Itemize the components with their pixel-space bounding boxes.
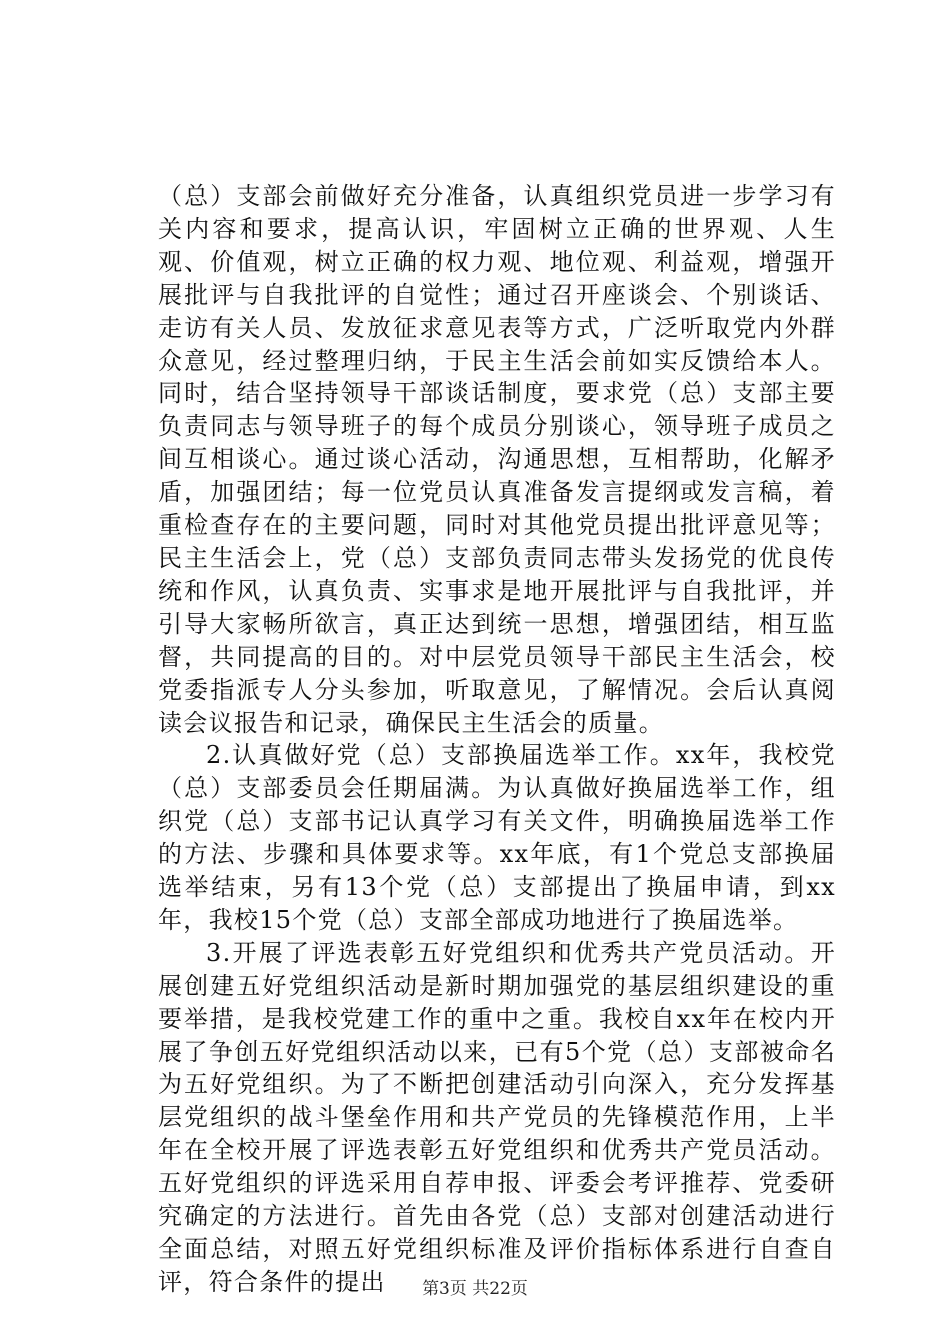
page-number-label: 第3页 共22页 <box>422 1279 528 1299</box>
paragraph-item-2: 2.认真做好党（总）支部换届选举工作。xx年，我校党（总）支部委员会任期届满。为认真做好换届选举工作，组织党（总）支部书记认真学习有关文件，明确换届选举工作的方法、步骤和具体要求等。xx年底，有1个党总支部换届选举结束，另有13个党（总）支部提出了换届申请，到xx年，我校15个党（总）支部全部成功地进行了换届选举。 <box>158 741 836 934</box>
paragraph-item-3: 3.开展了评选表彰五好党组织和优秀共产党员活动。开展创建五好党组织活动是新时期加强党的基层组织建设的重要举措，是我校党建工作的重中之重。我校自xx年在校内开展了争创五好党组织活动以来，已有5个党（总）支部被命名为五好党组织。为了不断把创建活动引向深入，充分发挥基层党组织的战斗堡垒作用和共产党员的先锋模范作用，上半年在全校开展了评选表彰五好党组织和优秀共产党员活动。五好党组织的评选采用自荐申报、评委会考评推荐、党委研究确定的方法进行。首先由各党（总）支部对创建活动进行全面总结，对照五好党组织标准及评价指标体系进行自查自评，符合条件的提出 <box>158 938 836 1296</box>
page-footer <box>0 1278 950 1300</box>
document-body <box>158 180 836 1299</box>
paragraph-continued: （总）支部会前做好充分准备，认真组织党员进一步学习有关内容和要求，提高认识，牢固树立正确的世界观、人生观、价值观，树立正确的权力观、地位观、利益观，增强开展批评与自我批评的自觉性；通过召开座谈会、个别谈话、走访有关人员、发放征求意见表等方式，广泛听取党内外群众意见，经过整理归纳，于民主生活会前如实反馈给本人。同时，结合坚持领导干部谈话制度，要求党（总）支部主要负责同志与领导班子的每个成员分别谈心，领导班子成员之间互相谈心。通过谈心活动，沟通思想，互相帮助，化解矛盾，加强团结；每一位党员认真准备发言提纲或发言稿，着重检查存在的主要问题，同时对其他党员提出批评意见等；民主生活会上，党（总）支部负责同志带头发扬党的优良传统和作风，认真负责、实事求是地开展批评与自我批评，并引导大家畅所欲言，真正达到统一思想，增强团结，相互监督，共同提高的目的。对中层党员领导干部民主生活会，校党委指派专人分头参加，听取意见，了解情况。会后认真阅读会议报告和记录，确保民主生活会的质量。 <box>158 182 836 737</box>
